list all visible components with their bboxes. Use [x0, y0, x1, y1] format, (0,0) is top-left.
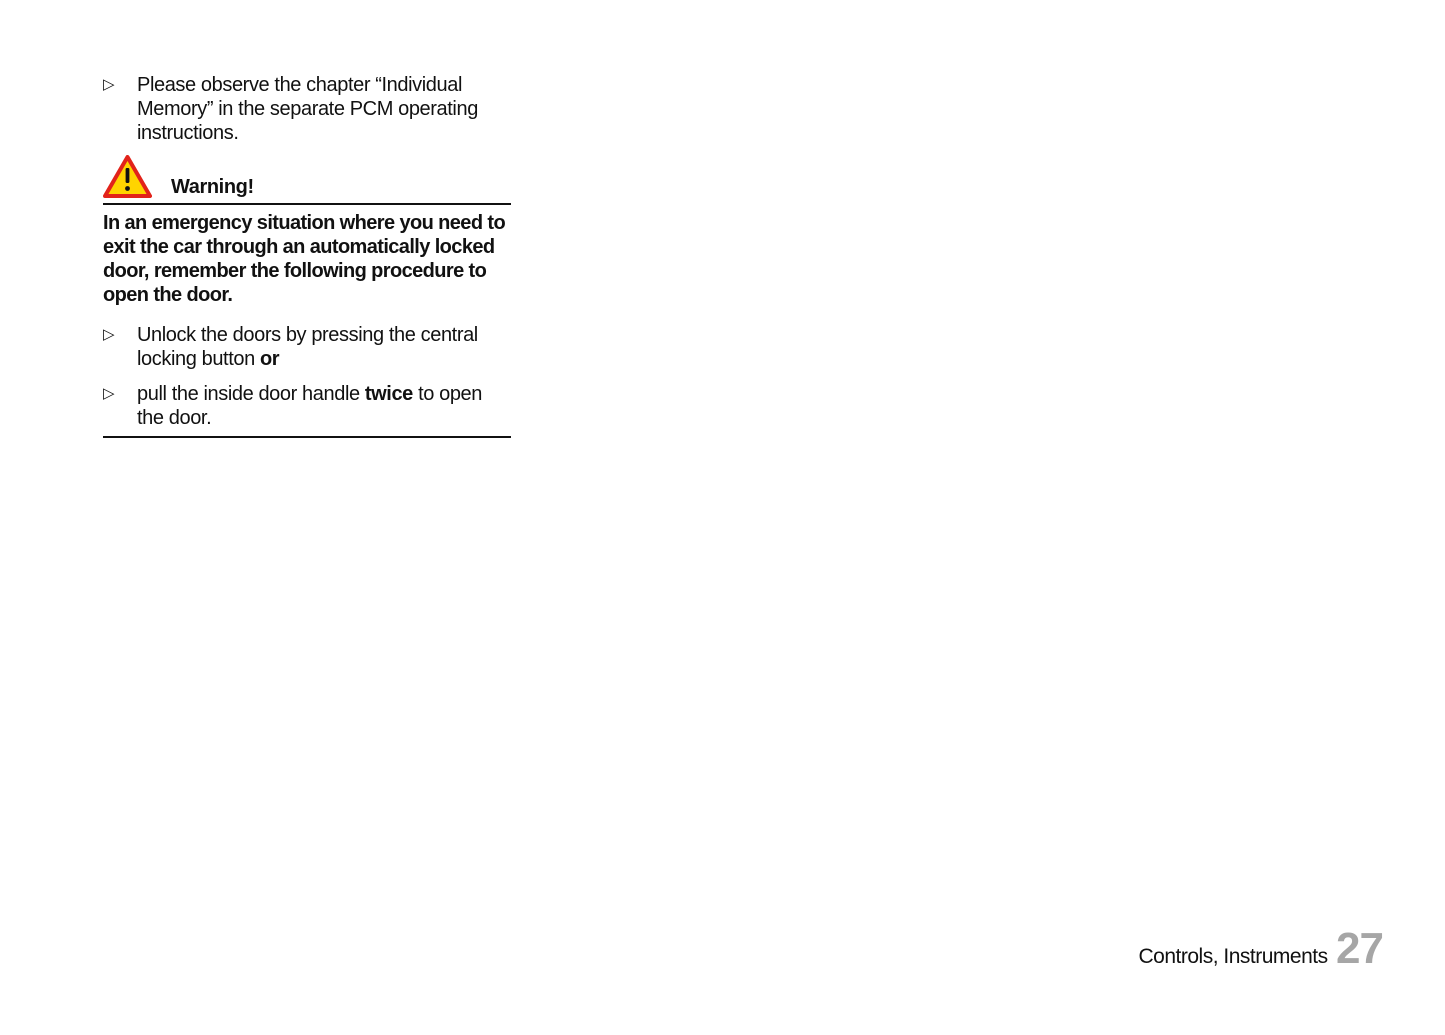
warning-header	[103, 155, 511, 205]
bullet-arrow-icon: ▷	[103, 385, 115, 402]
step-emphasis: or	[259, 348, 280, 370]
bullet-arrow-icon: ▷	[103, 326, 115, 343]
step-text: Please observe the chapter “Individual Memory” in the separate PCM operating instructions.	[137, 74, 478, 144]
warning-step	[103, 323, 511, 371]
footer-section-title: Controls, Instruments	[1138, 945, 1328, 968]
step-text-after: to open the door.	[137, 383, 482, 429]
warning-steps	[103, 323, 511, 430]
warning-step	[103, 382, 511, 430]
warning-end-rule	[103, 436, 511, 438]
warning-title: Warning!	[171, 176, 254, 198]
bullet-arrow-icon: ▷	[103, 76, 115, 93]
warning-body: In an emergency situation where you need to exit the car through an automatically locked door, remember the following procedure to open the door.	[103, 212, 506, 306]
page-footer	[1139, 924, 1383, 974]
step-text: Unlock the doors by pressing the central locking button	[137, 324, 478, 370]
instruction-step	[103, 73, 511, 145]
step-emphasis: twice	[364, 383, 413, 405]
step-text: pull the inside door handle	[137, 383, 365, 405]
warning-triangle-icon	[103, 155, 152, 199]
content-column	[103, 73, 511, 438]
page-number: 27	[1336, 924, 1383, 973]
